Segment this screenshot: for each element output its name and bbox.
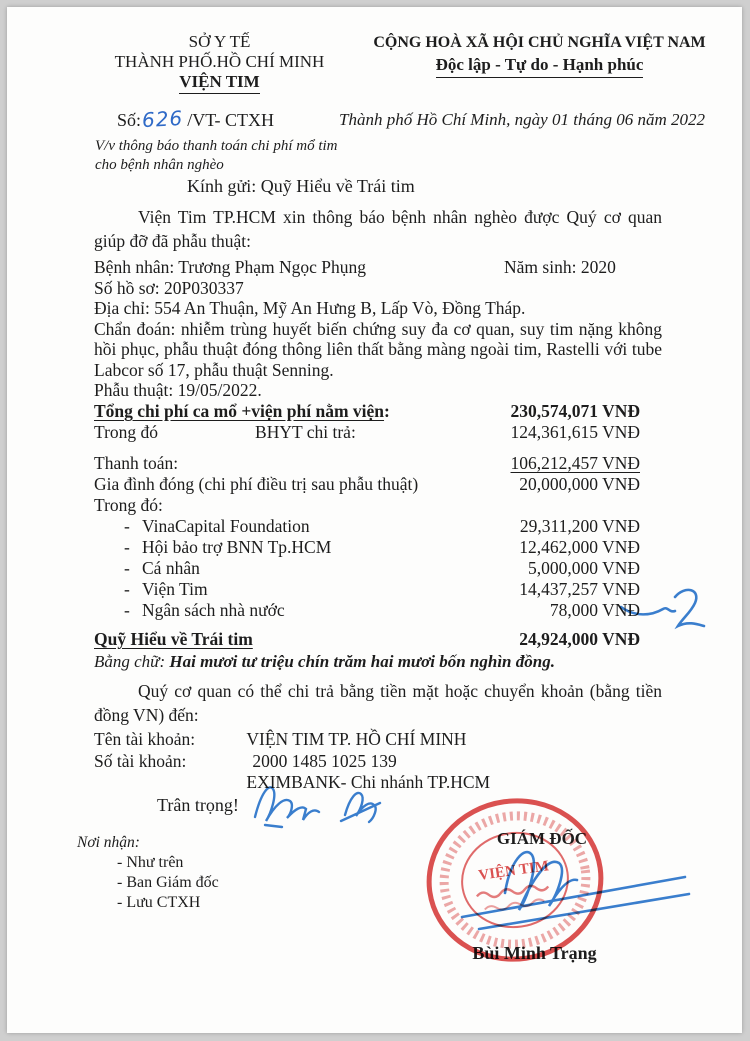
patient-name: Trương Phạm Ngọc Phụng — [178, 257, 367, 277]
fund-total-row — [94, 629, 662, 650]
signer-title: GIÁM ĐỐC — [496, 829, 588, 848]
diagnosis-text: nhiễm trùng huyết biến chứng suy đa cơ quan, suy tim nặng không hồi phục, phẫu thuật đóng thông liên thất bằng màng ngoài tim, Rastelli với tube Labcor số 17, phẫu thuật Senning. — [94, 318, 662, 380]
place-date-line: Thành phố Hồ Chí Minh, ngày 01 tháng 06 năm 2022 — [339, 110, 705, 129]
contributor-row: - Cá nhân 5,000,000 VNĐ — [94, 558, 662, 579]
contributor-amount: 5,000,000 VNĐ — [528, 558, 640, 578]
motto: Độc lập - Tự do - Hạnh phúc — [436, 54, 644, 78]
account-name-row: Tên tài khoản: VIỆN TIM TP. HỒ CHÍ MINH — [94, 729, 467, 749]
contributor-amount: 14,437,257 VNĐ — [519, 579, 640, 599]
contributor-amount: 29,311,200 VNĐ — [519, 516, 640, 536]
subject-line-2: cho bệnh nhân nghèo — [95, 157, 224, 173]
breakdown-header-row: Trong đó: — [94, 495, 163, 515]
contributor-amount: 12,462,000 VNĐ — [519, 537, 640, 557]
contributor-name: Viện Tim — [142, 579, 208, 599]
payment-amount: 106,212,457 VNĐ — [510, 453, 640, 473]
recipients-label: Nơi nhận: — [77, 834, 140, 851]
family-label: Gia đình đóng (chi phí điều trị sau phẫu thuật) — [94, 474, 419, 494]
address-row: Địa chỉ: 554 An Thuận, Mỹ An Hưng B, Lấp Vò, Đồng Tháp. — [94, 298, 526, 318]
handwritten-ref-number: 626 — [141, 105, 184, 133]
bank-name: EXIMBANK- Chi nhánh TP.HCM — [246, 772, 491, 792]
org-name: VIỆN TIM — [179, 72, 259, 94]
national-header-block — [352, 32, 727, 78]
fund-amount: 24,924,000 VNĐ — [519, 629, 640, 649]
insurance-label: BHYT chi trả: — [255, 422, 356, 442]
country-title: CỘNG HOÀ XÃ HỘI CHỦ NGHĨA VIỆT NAM — [373, 34, 706, 51]
fund-label: Quỹ Hiểu về Trái tim — [94, 629, 253, 649]
payment-row — [94, 453, 662, 474]
signer-name: Bùi Minh Trạng — [472, 943, 597, 963]
contributor-row: - Ngân sách nhà nước 78,000 VNĐ — [94, 600, 662, 621]
account-number: 2000 1485 1025 139 — [252, 750, 397, 771]
recipient-item: - Lưu CTXH — [117, 894, 201, 911]
contributor-name: VinaCapital Foundation — [142, 516, 310, 536]
contributor-row: - Hội bảo trợ BNN Tp.HCM 12,462,000 VNĐ — [94, 537, 662, 558]
total-cost-row: Tổng chi phí ca mổ +viện phí nằm viện: 230,574,071 VNĐ — [94, 401, 662, 422]
payment-note-paragraph: Quý cơ quan có thể chi trả bằng tiền mặt hoặc chuyển khoản (bằng tiền đồng VN) đến: — [94, 681, 662, 725]
family-contribution-row — [94, 474, 662, 495]
diagnosis-row: Chẩn đoán: nhiễm trùng huyết biến chứng suy đa cơ quan, suy tim nặng không hồi phục, phẫu thuật đóng thông liên thất bằng màng ngoài tim, Rastelli với tube Labcor số 17, phẫu thuật Senning. — [94, 318, 662, 380]
director-signature — [447, 815, 702, 937]
recipient-item: - Như trên — [117, 854, 184, 871]
payment-label: Thanh toán: — [94, 453, 179, 473]
recipients-block — [77, 833, 219, 913]
handwritten-checkmark — [615, 585, 715, 637]
patient-name-row — [94, 257, 662, 278]
salutation: Kính gửi: Quỹ Hiểu về Trái tim — [187, 176, 415, 196]
contributor-row: - VinaCapital Foundation 29,311,200 VNĐ — [94, 516, 662, 537]
recipient-item: - Ban Giám đốc — [117, 874, 219, 891]
account-number-row: Số tài khoản: 2000 1485 1025 139 — [94, 750, 397, 771]
handwritten-initials — [245, 775, 410, 833]
patient-info-block — [94, 257, 662, 401]
patient-name-label: Bệnh nhân: — [94, 257, 175, 277]
closing-phrase: Trân trọng! — [157, 795, 239, 815]
contributor-name: Hội bảo trợ BNN Tp.HCM — [142, 537, 332, 557]
amount-words-text: Hai mươi tư triệu chín trăm hai mươi bốn nghìn đồng. — [169, 652, 555, 671]
record-number: 20P030337 — [164, 277, 244, 298]
contributor-row: - Viện Tim 14,437,257 VNĐ — [94, 579, 662, 600]
insurance-amount: 124,361,615 VNĐ — [510, 422, 640, 442]
org-parent-dept: SỞ Y TẾ — [188, 32, 251, 51]
account-name: VIỆN TIM TP. HỒ CHÍ MINH — [246, 729, 467, 749]
contributor-name: Ngân sách nhà nước — [142, 600, 285, 620]
family-amount: 20,000,000 VNĐ — [519, 474, 640, 494]
contributor-amount: 78,000 VNĐ — [549, 600, 640, 620]
stamp-center-text: VIỆN TIM — [477, 858, 551, 884]
total-cost-label: Tổng chi phí ca mổ +viện phí nằm viện — [94, 401, 385, 421]
surgery-date-row: Phẫu thuật: 19/05/2022. — [94, 380, 262, 400]
org-city: THÀNH PHỐ.HỒ CHÍ MINH — [114, 52, 325, 71]
issuing-org-block — [62, 32, 377, 94]
insurance-row: Trong đó BHYT chi trả: 124,361,615 VNĐ — [94, 422, 662, 443]
intro-paragraph: Viện Tim TP.HCM xin thông báo bệnh nhân nghèo được Quý cơ quan giúp đỡ đã phẫu thuật: — [94, 207, 662, 251]
ref-label: Số: — [117, 110, 142, 130]
ref-suffix: /VT- CTXH — [187, 110, 275, 130]
contributor-name: Cá nhân — [142, 558, 200, 578]
birth-year-field: Năm sinh: 2020 — [504, 257, 616, 277]
subject-line — [95, 137, 337, 175]
subject-line-1: V/v thông báo thanh toán chi phí mổ tim — [95, 138, 338, 154]
birth-year: 2020 — [580, 257, 616, 277]
cost-breakdown-table — [94, 401, 662, 621]
patient-address: 554 An Thuận, Mỹ An Hưng B, Lấp Vò, Đồng Tháp. — [154, 298, 526, 318]
record-number-row: Số hồ sơ: 20P030337 — [94, 277, 244, 298]
surgery-date: 19/05/2022. — [177, 380, 262, 400]
scanned-letter-page — [7, 7, 742, 1033]
reference-number — [117, 107, 274, 131]
total-cost-amount: 230,574,071 VNĐ — [510, 401, 640, 421]
amount-in-words: Bằng chữ: Hai mươi tư triệu chín trăm hai mươi bốn nghìn đồng. — [94, 652, 555, 671]
